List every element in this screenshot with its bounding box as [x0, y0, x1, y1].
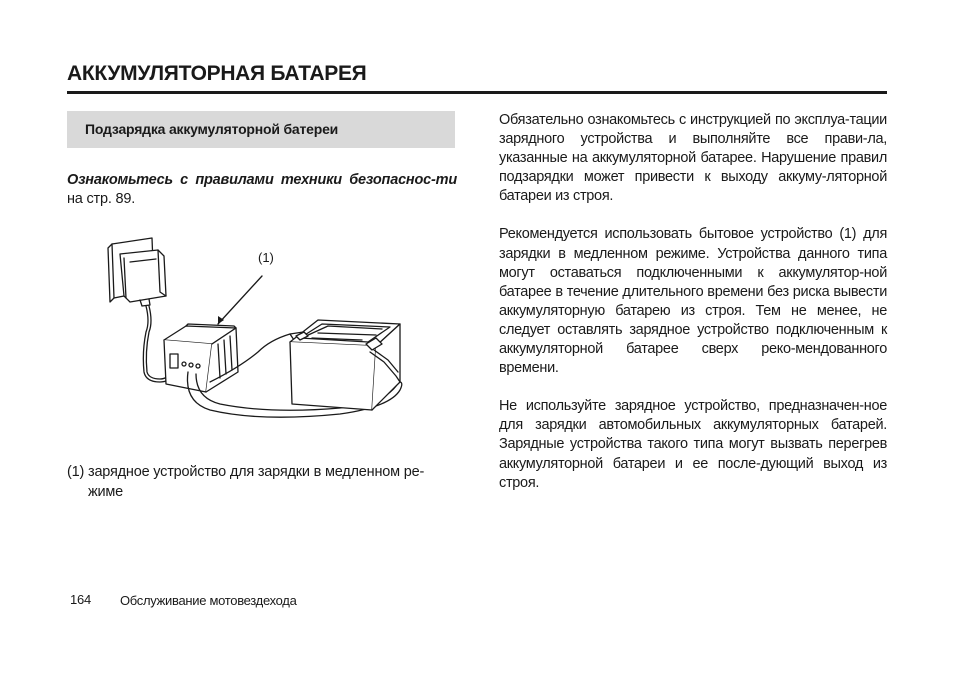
callout-label: (1)	[258, 250, 274, 265]
recommendation-paragraph: Рекомендуется использовать бытовое устройство (1) для зарядки в медленном режиме. Устройства данного типа могут оставаться подключенными к аккумулятор-ной батарее в течение длительного времени без риска вывести аккумуляторную батарею из строя. Тем не менее, не следует оставлять зарядное устройство подключенным к аккумуляторной батарее сверх реко-мендованного времени.	[499, 226, 887, 377]
warning-paragraph: Не используйте зарядное устройство, предназначен-ное для зарядки автомобильных аккумуляторных батарей. Зарядные устройства такого типа могут вызвать перегрев аккумуляторной батареи и ее после-дующий выход из строя.	[499, 398, 887, 491]
safety-emphasis: Ознакомьтесь с правилами техники безопаснос-ти	[67, 172, 457, 188]
caption-number: (1)	[67, 464, 85, 480]
charger-illustration	[100, 232, 415, 428]
safety-page-ref: на стр. 89.	[67, 191, 136, 207]
section-heading: Подзарядка аккумуляторной батереи	[85, 121, 339, 137]
figure-caption	[67, 462, 457, 502]
footer-section-name: Обслуживание мотовездехода	[120, 593, 297, 608]
caption-text-line1: зарядное устройство для зарядки в медленном ре-	[88, 464, 425, 480]
section-heading-box	[67, 111, 455, 148]
caption-text-line2: жиме	[88, 484, 124, 500]
page-number: 164	[70, 592, 92, 607]
page-title: АККУМУЛЯТОРНАЯ БАТАРЕЯ	[67, 62, 367, 85]
title-underline	[67, 91, 887, 94]
right-column	[499, 111, 887, 512]
instruction-paragraph: Обязательно ознакомьтесь с инструкцией по эксплуа-тации зарядного устройства и выполняйте все прави-ла, указанные на аккумуляторной батарее. Нарушение правил подзарядки может привести к выходу аккуму-ляторной батареи из строя.	[499, 112, 887, 205]
safety-reference	[67, 171, 457, 209]
